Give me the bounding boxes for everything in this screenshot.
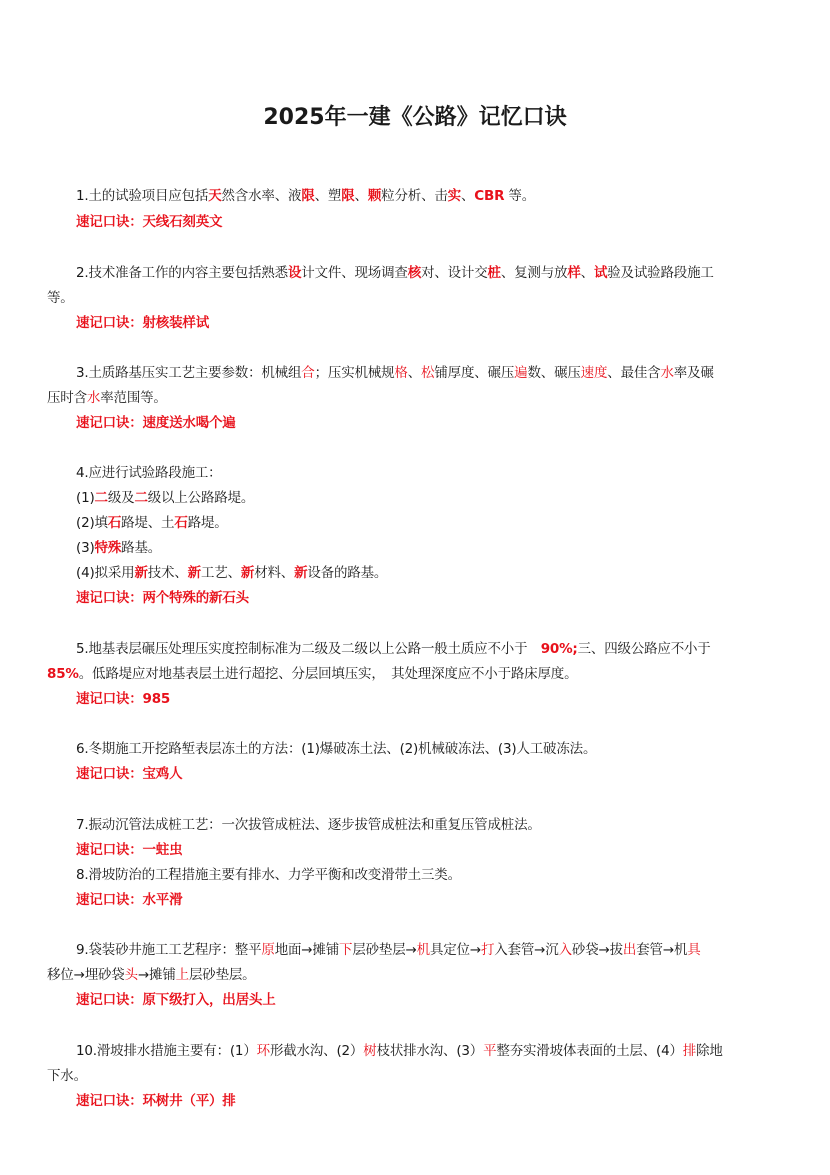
- mnemonic-line: [76, 889, 182, 911]
- highlight-text: 打: [480, 942, 495, 958]
- text-segment: 6.冬期施工开挖路堑表层冻土的方法：(1)爆破冻土法、(2)机械破冻法、(3)人工破冻法。: [76, 741, 597, 757]
- text-segment: 、: [354, 188, 368, 204]
- highlight-text: 新: [294, 565, 308, 581]
- text-segment: 、: [407, 365, 422, 381]
- text-segment: 计文件、现场调查: [301, 265, 408, 281]
- text-segment: 9.袋装砂井施工工艺程序：整平: [76, 942, 262, 958]
- text-segment: 1.土的试验项目应包括: [76, 188, 209, 204]
- highlight-text: 格: [394, 365, 408, 381]
- text-segment: 路基。: [121, 540, 162, 556]
- highlight-text: 松: [421, 365, 435, 381]
- text-segment: 8.滑坡防治的工程措施主要有排水、力学平衡和改变滑带土三类。: [76, 867, 461, 883]
- highlight-text: 出: [622, 942, 637, 958]
- highlight-text: 平: [483, 1043, 497, 1059]
- text-segment: 2.技术准备工作的内容主要包括熟悉: [76, 265, 288, 281]
- highlight-text: 试: [593, 265, 608, 281]
- text-segment: 、: [460, 188, 475, 204]
- text-segment: 、: [580, 265, 594, 281]
- text-segment: 级及: [107, 490, 135, 506]
- highlight-text: CBR: [474, 188, 505, 204]
- highlight-text: 样: [567, 265, 581, 281]
- text-segment: 层砂垫层→: [352, 942, 417, 958]
- highlight-text: 限: [341, 188, 355, 204]
- highlight-text: 颗: [367, 188, 382, 204]
- text-segment: 、复测与放: [500, 265, 568, 281]
- highlight-text: 水: [86, 390, 101, 406]
- text-segment: 技术、: [147, 565, 188, 581]
- mnemonic-line: [76, 688, 170, 710]
- text-line: [47, 663, 577, 685]
- text-segment: 5.地基表层碾压处理压实度控制标准为二级及二级以上公路一般土质应不小于: [76, 641, 541, 657]
- highlight-text: 上: [175, 967, 189, 983]
- text-segment: 具定位→: [429, 942, 481, 958]
- text-segment: (3): [76, 540, 95, 556]
- mnemonic-text: 速记口诀：985: [76, 691, 171, 707]
- mnemonic-text: 速记口诀：两个特殊的新石头: [76, 590, 249, 606]
- text-segment: 等。: [504, 188, 535, 204]
- highlight-text: 新: [187, 565, 201, 581]
- text-segment: 压时含: [47, 390, 87, 406]
- mnemonic-line: [76, 1090, 236, 1112]
- text-segment: (1): [76, 490, 95, 506]
- text-segment: 粒分析、击: [381, 188, 448, 204]
- highlight-text: 新: [134, 565, 148, 581]
- highlight-text: 入: [558, 942, 572, 958]
- text-segment: 铺厚度、碾压: [434, 365, 515, 381]
- highlight-text: 速度: [580, 365, 608, 381]
- text-segment: 砂袋→拔: [571, 942, 623, 958]
- text-segment: 对、设计交: [421, 265, 488, 281]
- text-segment: →摊铺: [137, 967, 176, 983]
- highlight-text: 85%: [47, 666, 79, 682]
- text-segment: 7.振动沉管法成桩工艺：一次拔管成桩法、逐步拔管成桩法和重复压管成桩法。: [76, 817, 541, 833]
- highlight-text: 桩: [487, 265, 501, 281]
- mnemonic-line: [76, 412, 236, 434]
- text-line: [76, 814, 541, 836]
- text-segment: 下水。: [47, 1068, 87, 1084]
- highlight-text: 石: [174, 515, 188, 531]
- highlight-text: 二: [94, 490, 108, 506]
- mnemonic-text: 速记口诀：一蛀虫: [76, 842, 183, 858]
- highlight-text: 新: [240, 565, 255, 581]
- text-segment: 路堤、土: [121, 515, 175, 531]
- mnemonic-text: 速记口诀：水平滑: [76, 892, 183, 908]
- text-line: [76, 562, 387, 584]
- mnemonic-text: 速记口诀：速度送水喝个遍: [76, 415, 236, 431]
- mnemonic-text: 速记口诀：射核装样试: [76, 315, 209, 331]
- text-line: [76, 1040, 723, 1062]
- text-segment: 然含水率、液: [221, 188, 302, 204]
- text-line: [76, 738, 596, 760]
- mnemonic-text: 速记口诀：宝鸡人: [76, 766, 183, 782]
- text-line: [47, 287, 74, 309]
- text-segment: 3.土质路基压实工艺主要参数：机械组: [76, 365, 302, 381]
- text-line: [47, 387, 167, 409]
- text-line: [47, 964, 255, 986]
- text-segment: 地面→摊铺: [274, 942, 340, 958]
- mnemonic-text: 速记口诀：原下级打入，出居头上: [76, 992, 276, 1008]
- text-segment: 整夯实滑坡体表面的土层、(4）: [496, 1043, 683, 1059]
- highlight-text: 石: [107, 515, 122, 531]
- text-line: [76, 185, 535, 207]
- highlight-text: 特殊: [94, 540, 122, 556]
- text-segment: ；压实机械规: [314, 365, 395, 381]
- mnemonic-line: [76, 839, 182, 861]
- text-line: [76, 362, 714, 384]
- highlight-text: 原: [261, 942, 275, 958]
- text-segment: 设备的路基。: [307, 565, 388, 581]
- highlight-text: 头: [124, 967, 138, 983]
- mnemonic-line: [76, 211, 222, 233]
- text-line: [47, 1065, 87, 1087]
- highlight-text: 水: [660, 365, 674, 381]
- text-segment: (2)填: [76, 515, 108, 531]
- mnemonic-line: [76, 763, 182, 785]
- text-segment: 枝状排水沟、(3）: [376, 1043, 484, 1059]
- text-line: [76, 939, 701, 961]
- text-segment: 除地: [696, 1043, 723, 1059]
- text-segment: 、塑: [314, 188, 342, 204]
- highlight-text: 实: [447, 188, 461, 204]
- text-segment: 路堤。: [187, 515, 228, 531]
- highlight-text: 合: [301, 365, 315, 381]
- text-segment: 等。: [47, 290, 74, 306]
- text-segment: 10.滑坡排水措施主要有：(1）: [76, 1043, 257, 1059]
- highlight-text: 遍: [514, 365, 528, 381]
- highlight-text: 环: [256, 1043, 270, 1059]
- text-line: [76, 864, 461, 886]
- highlight-text: 限: [301, 188, 315, 204]
- text-segment: 4.应进行试验路段施工：: [76, 465, 222, 481]
- text-segment: 验及试验路段施工: [607, 265, 714, 281]
- text-segment: 数、碾压: [527, 365, 581, 381]
- text-line: [76, 512, 228, 534]
- text-segment: 工艺、: [200, 565, 241, 581]
- highlight-text: 二: [134, 490, 148, 506]
- highlight-text: 90%;: [540, 641, 578, 657]
- text-segment: 形截水沟、(2）: [269, 1043, 364, 1059]
- highlight-text: 核: [407, 265, 422, 281]
- highlight-text: 天: [208, 188, 222, 204]
- mnemonic-text: 速记口诀：天线石刻英文: [76, 214, 223, 230]
- text-segment: 。低路堤应对地基表层土进行超挖、分层回填压实， 其处理深度应不小于路床厚度。: [78, 666, 578, 682]
- text-line: [76, 537, 161, 559]
- highlight-text: 下: [339, 942, 353, 958]
- highlight-text: 机: [416, 942, 430, 958]
- text-segment: 层砂垫层。: [188, 967, 256, 983]
- text-segment: 材料、: [254, 565, 295, 581]
- text-segment: 三、四级公路应不小于: [577, 641, 711, 657]
- mnemonic-line: [76, 587, 249, 609]
- text-line: [76, 462, 221, 484]
- document-title: 2025年一建《公路》记忆口诀: [263, 105, 567, 130]
- highlight-text: 排: [682, 1043, 697, 1059]
- text-segment: 率范围等。: [100, 390, 167, 406]
- mnemonic-text: 速记口诀：环树井（平）排: [76, 1093, 236, 1109]
- text-segment: 移位→埋砂袋: [47, 967, 125, 983]
- mnemonic-line: [76, 312, 209, 334]
- text-segment: 率及碾: [673, 365, 714, 381]
- highlight-text: 具: [687, 942, 701, 958]
- text-line: [76, 262, 714, 284]
- text-segment: (4)拟采用: [76, 565, 135, 581]
- text-line: [76, 638, 711, 660]
- highlight-text: 树: [363, 1043, 377, 1059]
- highlight-text: 设: [287, 265, 302, 281]
- text-segment: 套管→机: [636, 942, 688, 958]
- text-segment: 入套管→沉: [494, 942, 559, 958]
- text-segment: 级以上公路路堤。: [147, 490, 255, 506]
- text-line: [76, 487, 254, 509]
- text-segment: 、最佳含: [607, 365, 661, 381]
- mnemonic-line: [76, 989, 276, 1011]
